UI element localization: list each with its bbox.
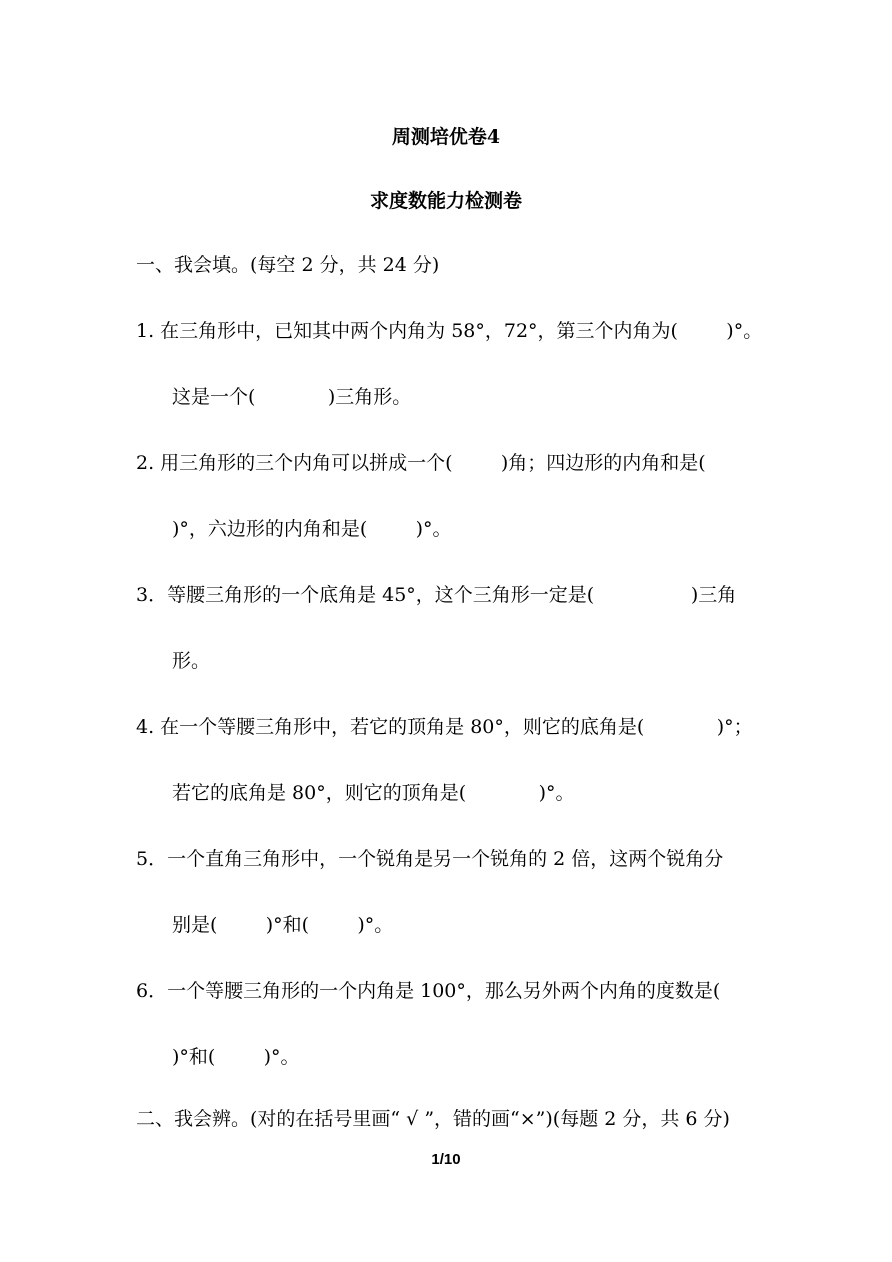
question-line: 6．一个等腰三角形的一个内角是 100°，那么另外两个内角的度数是( — [136, 980, 721, 1002]
question-line: )°和( )°。 — [172, 1046, 300, 1068]
page-number: 1/10 — [431, 1151, 461, 1168]
question-line: 2. 用三角形的三个内角可以拼成一个( )角；四边形的内角和是( — [136, 452, 706, 474]
page-title: 周测培优卷4 — [391, 126, 501, 148]
question-line: 4. 在一个等腰三角形中，若它的顶角是 80°，则它的底角是( )°； — [136, 716, 753, 738]
question-line: 别是( )°和( )°。 — [172, 914, 394, 936]
question-line: 3．等腰三角形的一个底角是 45°，这个三角形一定是( )三角 — [136, 584, 737, 606]
question-line: 1. 在三角形中，已知其中两个内角为 58°，72°，第三个内角为( )°。 — [136, 320, 763, 342]
section-heading-judge: 二、我会辨。(对的在括号里画“ √ ”，错的画“×”)(每题 2 分，共 6 分) — [136, 1108, 730, 1130]
question-line: 5．一个直角三角形中，一个锐角是另一个锐角的 2 倍，这两个锐角分 — [136, 848, 724, 870]
section-heading-fill: 一、我会填。(每空 2 分，共 24 分) — [136, 254, 440, 276]
question-line: )°，六边形的内角和是( )°。 — [172, 518, 452, 540]
question-line: 若它的底角是 80°，则它的顶角是( )°。 — [172, 782, 575, 804]
question-line: 这是一个( )三角形。 — [172, 386, 412, 408]
page-subtitle: 求度数能力检测卷 — [369, 190, 522, 212]
question-line: 形。 — [172, 650, 211, 672]
